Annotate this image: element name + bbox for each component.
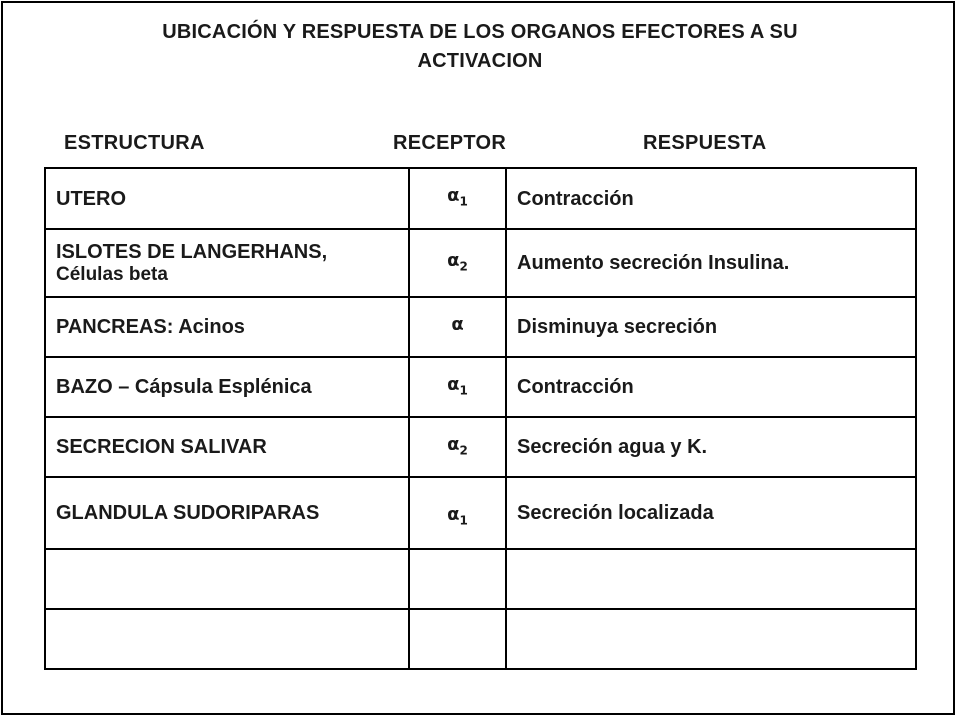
receptor-cell: $\alpha_1$ <box>409 477 506 549</box>
estructura-cell: BAZO – Cápsula Esplénica <box>45 357 409 417</box>
respuesta-cell: Contracción <box>506 357 916 417</box>
table-row <box>45 549 916 609</box>
estructura-cell: SECRECION SALIVAR <box>45 417 409 477</box>
respuesta-cell: Contracción <box>506 168 916 229</box>
respuesta-cell: Secreción agua y K. <box>506 417 916 477</box>
estructura-cell: ISLOTES DE LANGERHANS, Células beta <box>45 229 409 297</box>
receptor-cell: α <box>409 297 506 357</box>
receptor-cell: $\alpha_2$ <box>409 229 506 297</box>
effector-table <box>44 167 917 670</box>
respuesta-cell: Disminuya secreción <box>506 297 916 357</box>
estructura-cell: UTERO <box>45 168 409 229</box>
table-row <box>45 477 916 549</box>
receptor-cell <box>409 549 506 609</box>
respuesta-cell: Aumento secreción Insulina. <box>506 229 916 297</box>
respuesta-cell <box>506 549 916 609</box>
table-row <box>45 229 916 297</box>
table-row <box>45 357 916 417</box>
title-line-1: UBICACIÓN Y RESPUESTA DE LOS ORGANOS EFECTORES A SU <box>162 21 798 43</box>
table-row <box>45 168 916 229</box>
table-row <box>45 417 916 477</box>
estructura-cell <box>45 549 409 609</box>
receptor-cell: $\alpha_1$ <box>409 168 506 229</box>
receptor-cell: $\alpha_2$ <box>409 417 506 477</box>
receptor-cell <box>409 609 506 669</box>
receptor-cell: $\alpha_1$ <box>409 357 506 417</box>
title-line-2: ACTIVACION <box>417 50 543 72</box>
estructura-cell: GLANDULA SUDORIPARAS <box>45 477 409 549</box>
header-respuesta: RESPUESTA <box>643 132 767 154</box>
respuesta-cell: Secreción localizada <box>506 477 916 549</box>
header-estructura: ESTRUCTURA <box>64 132 205 154</box>
table-row <box>45 297 916 357</box>
table-row <box>45 609 916 669</box>
respuesta-cell <box>506 609 916 669</box>
header-receptor: RECEPTOR <box>393 132 507 154</box>
estructura-cell: PANCREAS: Acinos <box>45 297 409 357</box>
slide-title <box>0 18 960 76</box>
estructura-cell <box>45 609 409 669</box>
